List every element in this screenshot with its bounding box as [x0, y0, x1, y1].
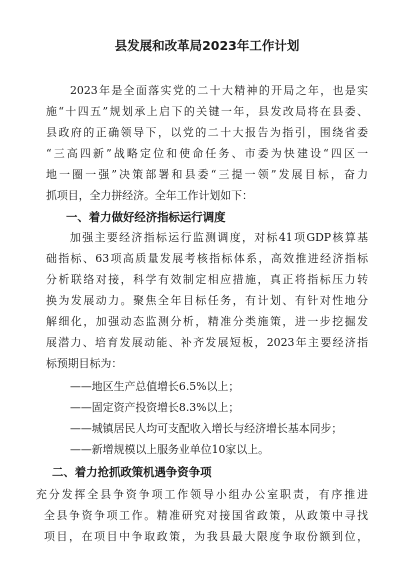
section1-line: 展潜力、培育发展动能、补齐发展短板，2023年主要经济指 — [46, 336, 368, 349]
intro-line: 县政府的正确领导下，以党的二十大报告为指引，围绕省委 — [46, 126, 368, 139]
document-title: 县发展和改革局2023年工作计划 — [114, 38, 300, 53]
section1-line: 换为发展动力。聚焦全年目标任务，有计划、有针对性地分 — [46, 294, 368, 307]
target-item: ——新增规模以上服务业单位10家以上。 — [70, 443, 269, 456]
intro-line: 地一圈一强”决策部署和县委“三提一领”发展目标，奋力 — [46, 168, 368, 181]
section2-line: 全县争资争项工作。精准研究对接国省政策，从政策中寻找 — [44, 509, 368, 522]
intro-line: 施“十四五”规划承上启下的关键一年，县发改局将在县委、 — [46, 105, 368, 118]
section2-line: 充分发挥全县争资争项工作领导小组办公室职责，有序推进 — [36, 488, 368, 501]
section1-line: 础指标、63项高质量发展考核指标体系，高效推进经济指标 — [46, 252, 368, 265]
intro-line: 2023年是全面落实党的二十大精神的开局之年，也是实 — [70, 84, 368, 97]
section1-line: 解细化，加强动态监测分析，精准分类施策，进一步挖掘发 — [46, 315, 368, 328]
target-item: ——固定资产投资增长8.3%以上； — [70, 401, 240, 414]
section1-line: 加强主要经济指标运行监测调度，对标41项GDP核算基 — [70, 231, 368, 244]
section1-line: 分析联络对接，科学有效制定相应措施，真正将指标压力转 — [46, 273, 368, 286]
section-heading: 二、着力抢抓政策机遇争资争项 — [52, 465, 212, 479]
section1-line: 标预期目标为： — [46, 357, 123, 370]
section-heading: 一、着力做好经济指标运行调度 — [66, 210, 226, 224]
target-item: ——城镇居民人均可支配收入增长与经济增长基本同步； — [70, 422, 343, 435]
intro-line: “三高四新”战略定位和使命任务、市委为快建设“四区一 — [46, 147, 368, 160]
intro-line: 抓项目，全力拼经济。全年工作计划如下： — [46, 189, 253, 202]
target-item: ——地区生产总值增长6.5%以上； — [70, 380, 240, 393]
document-page — [36, 0, 368, 580]
section2-line: 项目，在项目中争取政策，为我县最大限度争取份额到位， — [44, 530, 368, 543]
